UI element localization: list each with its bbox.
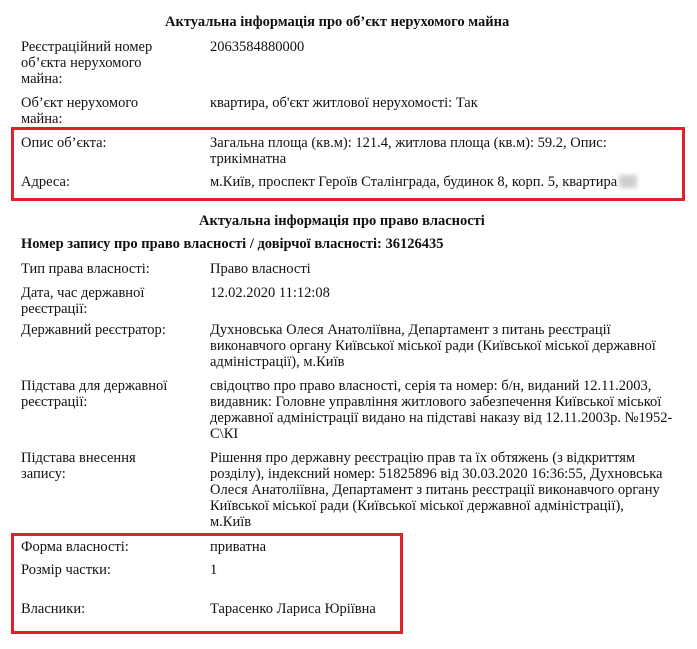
ownership-form-value: приватна <box>210 539 267 555</box>
object-label: Об’єкт нерухомого майна: <box>21 95 139 127</box>
reg-number-label: Реєстраційний номер об’єкта нерухомого майна: <box>21 39 153 87</box>
right-type-value: Право власності <box>210 261 311 277</box>
owners-value: Тарасенко Лариса Юріївна <box>210 601 376 617</box>
registrar-value: Духновська Олеся Анатоліївна, Департамент з питань реєстрації виконавчого органу Київської міської ради (Київської міської державної адміністрації), м.Київ <box>210 322 656 370</box>
object-value: квартира, об'єкт житлової нерухомості: Так <box>210 95 478 111</box>
ownership-section-title: Актуальна інформація про право власності <box>199 213 485 229</box>
record-number-heading: Номер запису про право власності / довірчої власності: 36126435 <box>21 236 444 252</box>
reg-date-value: 12.02.2020 11:12:08 <box>210 285 330 301</box>
owners-label: Власники: <box>21 601 86 617</box>
reg-number-value: 2063584880000 <box>210 39 305 55</box>
entry-basis-label: Підстава внесення запису: <box>21 450 136 482</box>
share-value: 1 <box>210 562 218 578</box>
reg-date-label: Дата, час державної реєстрації: <box>21 285 145 317</box>
right-type-label: Тип права власності: <box>21 261 150 277</box>
basis-value: свідоцтво про право власності, серія та номер: б/н, виданий 12.11.2003, видавник: Головне управління житлового забезпечення Київської міської державної адміністрації видано на підставі наказу від 12.11.2003р. №1952-С\КІ <box>210 378 673 442</box>
share-label: Розмір частки: <box>21 562 111 578</box>
object-section-title: Актуальна інформація про об’єкт нерухомого майна <box>165 14 510 30</box>
redacted-apartment-number <box>619 175 637 188</box>
address-value: м.Київ, проспект Героїв Сталінграда, будинок 8, корп. 5, квартира <box>210 174 618 190</box>
registrar-label: Державний реєстратор: <box>21 322 166 338</box>
entry-basis-value: Рішення про державну реєстрацію прав та їх обтяжень (з відкриттям розділу), індексний номер: 51825896 від 30.03.2020 16:36:55, Духновська Олеся Анатоліївна, Департамент з питань реєстрації виконавчого органу Київської міської ради (Київської міської державної адміністрації), м.Київ <box>210 450 663 530</box>
address-label: Адреса: <box>21 174 70 190</box>
ownership-form-label: Форма власності: <box>21 539 129 555</box>
description-label: Опис об’єкта: <box>21 135 107 151</box>
description-value: Загальна площа (кв.м): 121.4, житлова площа (кв.м): 59.2, Опис: трикімнатна <box>210 135 607 167</box>
basis-label: Підстава для державної реєстрації: <box>21 378 168 410</box>
address-row <box>210 174 690 190</box>
